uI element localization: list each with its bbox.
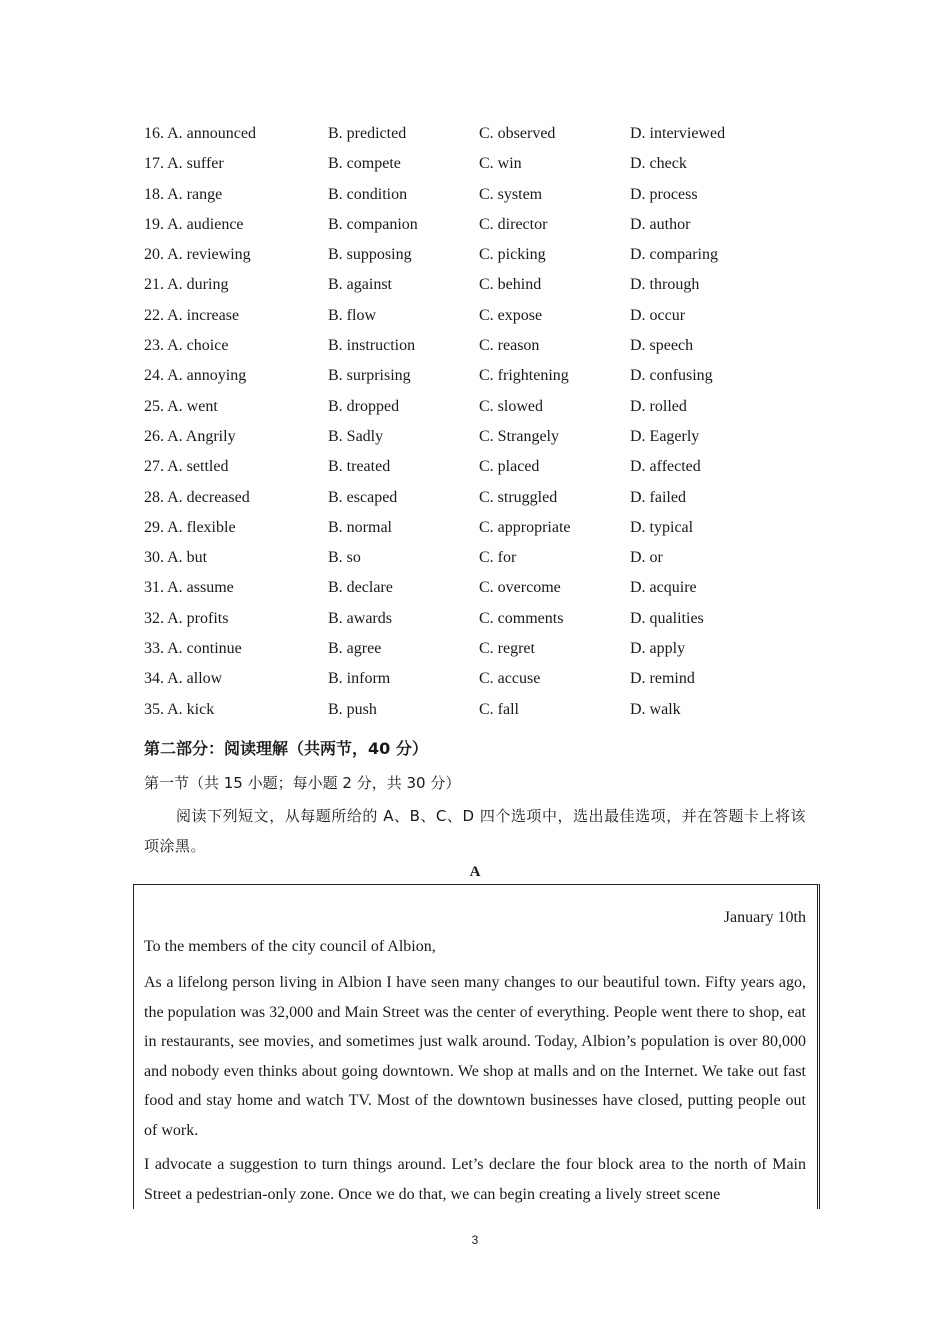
option-d: D. failed — [630, 488, 686, 506]
option-b: B. flow — [328, 306, 376, 324]
option-c: C. reason — [479, 337, 540, 355]
option-a: 24. A. annoying — [144, 367, 247, 385]
option-b: B. escaped — [328, 488, 398, 506]
question-row — [144, 182, 794, 212]
option-d: D. rolled — [630, 397, 687, 415]
option-d: D. affected — [630, 458, 701, 476]
option-d: D. check — [630, 155, 687, 173]
option-b: B. awards — [328, 609, 392, 627]
question-row — [144, 212, 794, 242]
option-a: 19. A. audience — [144, 215, 244, 233]
option-b: B. compete — [328, 155, 401, 173]
option-a: 28. A. decreased — [144, 488, 250, 506]
subsection-heading: 第一节（共 15 小题；每小题 2 分，共 30 分） — [144, 774, 461, 792]
option-a: 33. A. continue — [144, 640, 242, 658]
option-b: B. so — [328, 549, 361, 567]
option-c: C. appropriate — [479, 518, 571, 536]
letter-paragraph: As a lifelong person living in Albion I have seen many changes to our beautiful town. Fifty years ago, the population was 32,000 and Main Street was the center of everything. People went there to shop, eat in restaurants, see movies, and sometimes just walk around. Today, Albion’s population is over 80,000 and nobody even thinks about going downtown. We shop at malls and on the Internet. We take out fast food and stay home and watch TV. Most of the downtown businesses have closed, putting people out of work. — [144, 974, 806, 1139]
option-d: D. apply — [630, 640, 686, 658]
question-row — [144, 303, 794, 333]
letter-date: January 10th — [723, 909, 806, 926]
option-a: 30. A. but — [144, 549, 208, 567]
option-b: B. normal — [328, 518, 392, 536]
option-a: 35. A. kick — [144, 700, 215, 718]
question-row — [144, 363, 794, 393]
question-row — [144, 515, 794, 545]
question-row — [144, 151, 794, 181]
passage-label: A — [469, 864, 481, 880]
option-d: D. acquire — [630, 579, 697, 597]
option-c: C. system — [479, 185, 543, 203]
option-b: B. dropped — [328, 397, 400, 415]
option-c: C. director — [479, 215, 548, 233]
option-b: B. supposing — [328, 246, 412, 264]
option-a: 23. A. choice — [144, 337, 229, 355]
option-a: 18. A. range — [144, 185, 223, 203]
option-c: C. overcome — [479, 579, 561, 597]
section-title: 第二部分：阅读理解（共两节，40 分） — [144, 739, 428, 758]
option-b: B. surprising — [328, 367, 411, 385]
option-c: C. accuse — [479, 670, 541, 688]
option-a: 31. A. assume — [144, 579, 234, 597]
option-c: C. Strangely — [479, 427, 559, 445]
option-d: D. qualities — [630, 609, 704, 627]
option-b: B. predicted — [328, 125, 407, 142]
option-b: B. instruction — [328, 337, 416, 355]
option-b: B. Sadly — [328, 427, 384, 445]
option-b: B. against — [328, 276, 392, 294]
option-c: C. slowed — [479, 397, 543, 415]
option-d: D. walk — [630, 700, 681, 718]
letter-salutation: To the members of the city council of Albion, — [144, 938, 436, 955]
question-row — [144, 121, 794, 151]
option-b: B. inform — [328, 670, 391, 688]
option-a: 21. A. during — [144, 276, 229, 294]
option-d: D. speech — [630, 337, 694, 355]
option-a: 22. A. increase — [144, 306, 240, 324]
option-b: B. declare — [328, 579, 393, 597]
option-a: 29. A. flexible — [144, 518, 236, 536]
option-b: B. companion — [328, 215, 418, 233]
option-d: D. typical — [630, 518, 694, 536]
option-d: D. author — [630, 215, 691, 233]
option-d: D. process — [630, 185, 698, 203]
option-a: 20. A. reviewing — [144, 246, 251, 264]
option-c: C. frightening — [479, 367, 569, 385]
question-row — [144, 636, 794, 666]
page-number: 3 — [471, 1233, 479, 1247]
option-b: B. condition — [328, 185, 408, 203]
option-d: D. or — [630, 549, 663, 567]
option-b: B. treated — [328, 458, 391, 476]
option-a: 34. A. allow — [144, 670, 223, 688]
question-row — [144, 242, 794, 272]
option-d: D. confusing — [630, 367, 713, 385]
option-c: C. fall — [479, 700, 519, 718]
question-row — [144, 545, 794, 575]
option-d: D. Eagerly — [630, 427, 700, 445]
option-a: 27. A. settled — [144, 458, 229, 476]
option-c: C. behind — [479, 276, 542, 294]
option-c: C. picking — [479, 246, 546, 264]
question-row — [144, 606, 794, 636]
vocabulary-options-list — [144, 121, 794, 727]
option-c: C. comments — [479, 609, 564, 627]
option-b: B. agree — [328, 640, 382, 658]
option-a: 17. A. suffer — [144, 155, 224, 173]
option-d: D. comparing — [630, 246, 718, 264]
question-row — [144, 424, 794, 454]
option-c: C. placed — [479, 458, 540, 476]
option-c: C. regret — [479, 640, 535, 658]
instruction-text: 阅读下列短文，从每题所给的 A、B、C、D 四个选项中，选出最佳选项，并在答题卡上将该项涂黑。 — [144, 807, 806, 855]
passage-box — [133, 884, 820, 1209]
option-d: D. interviewed — [630, 125, 726, 142]
option-c: C. expose — [479, 306, 543, 324]
question-row — [144, 485, 794, 515]
option-d: D. occur — [630, 306, 686, 324]
option-c: C. observed — [479, 125, 556, 142]
letter — [144, 905, 806, 1209]
option-a: 25. A. went — [144, 397, 218, 415]
option-d: D. remind — [630, 670, 695, 688]
question-row — [144, 666, 794, 696]
option-d: D. through — [630, 276, 700, 294]
question-row — [144, 697, 794, 727]
option-c: C. for — [479, 549, 517, 567]
question-row — [144, 575, 794, 605]
option-a: 26. A. Angrily — [144, 427, 236, 445]
question-row — [144, 272, 794, 302]
question-row — [144, 454, 794, 484]
question-row — [144, 394, 794, 424]
option-a: 32. A. profits — [144, 609, 229, 627]
option-c: C. win — [479, 155, 522, 173]
option-a: 16. A. announced — [144, 125, 256, 142]
option-b: B. push — [328, 700, 377, 718]
question-row — [144, 333, 794, 363]
letter-paragraph: I advocate a suggestion to turn things around. Let’s declare the four block area to the north of Main Street a pedestrian-only zone. Once we do that, we can begin creating a lively street scene — [144, 1156, 806, 1203]
option-c: C. struggled — [479, 488, 558, 506]
